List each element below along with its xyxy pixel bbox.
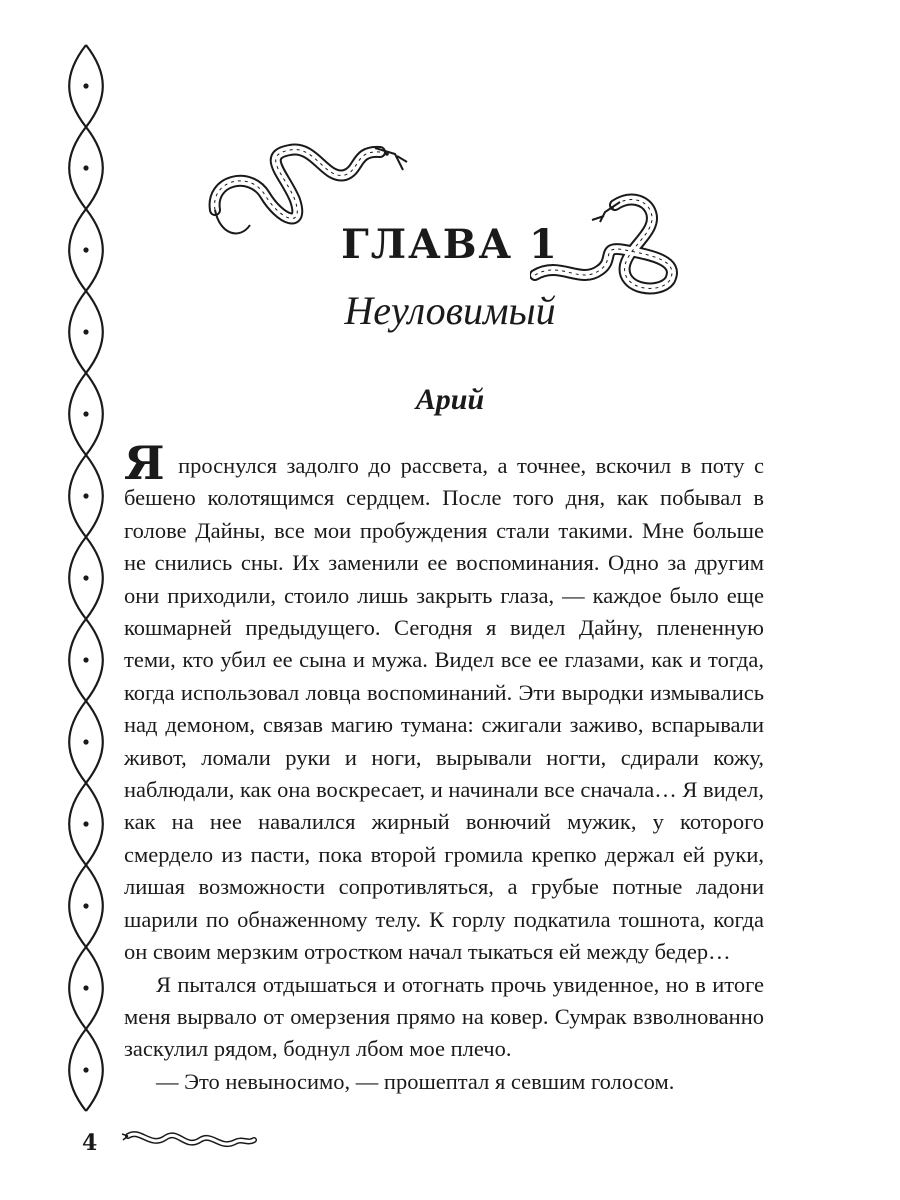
- chain-dot: [83, 83, 88, 88]
- chain-dot: [83, 493, 88, 498]
- left-border-ornament: [62, 40, 110, 1135]
- chain-dot: [83, 575, 88, 580]
- chapter-body: [124, 436, 764, 1098]
- chain-dot: [83, 985, 88, 990]
- drop-cap: Я: [124, 436, 165, 490]
- chapter-subtitle: Неуловимый: [344, 288, 556, 333]
- chain-dot: [83, 165, 88, 170]
- chain-dot: [83, 657, 88, 662]
- chain-dot: [83, 329, 88, 334]
- page-number: 4: [82, 1130, 98, 1156]
- pov-character-name: Арий: [415, 383, 485, 416]
- chain-dot: [83, 1067, 88, 1072]
- chain-dot: [83, 739, 88, 744]
- paragraph-1-text: проснулся задолго до рассвета, а точнее, вскочил в поту с бешено колотящимся сердцем. После того дня, как побывал в голове Дайны, все мои пробуждения стали такими. Мне больше не снились сны. Их заменили ее воспоминания. Одно за другим они приходили, стоило лишь закрыть глаза, — каждое было еще кошмарней предыдущего. Сегодня я видел Дайну, плененную теми, кто убил ее сына и мужа. Видел все ее глазами, как и тогда, когда использовал ловца воспоминаний. Эти выродки измывались над демоном, связав магию тумана: сжигали заживо, вспарывали живот, ломали руки и ноги, вырывали ногти, сдирали кожу, наблюдали, как она воскресает, и начинали все сначала… Я видел, как на нее навалился жирный вонючий мужик, у которого смердело из пасти, пока второй громила крепко держал ей руки, лишая возможности сопротивляться, а грубые потные ладони шарили по обнаженному телу. К горлу подкатила тошнота, когда он своим мерзким отростком начал тыкаться ей между бедер…: [124, 453, 764, 965]
- chain-dot: [83, 247, 88, 252]
- footer-snake-ornament: [120, 1118, 260, 1158]
- chapter-heading: ГЛАВА 1: [341, 221, 559, 268]
- chain-dot: [83, 411, 88, 416]
- chain-dot: [83, 903, 88, 908]
- paragraph-3: — Это невыносимо, — прошептал я севшим голосом.: [156, 1068, 675, 1094]
- paragraph-2: Я пытался отдышаться и отогнать прочь увиденное, но в итоге меня вырвало от омерзения прямо на ковер. Сумрак взволнованно заскулил рядом, боднул лбом мое плечо.: [124, 971, 764, 1062]
- paragraph-1: [124, 436, 764, 969]
- chain-dot: [83, 821, 88, 826]
